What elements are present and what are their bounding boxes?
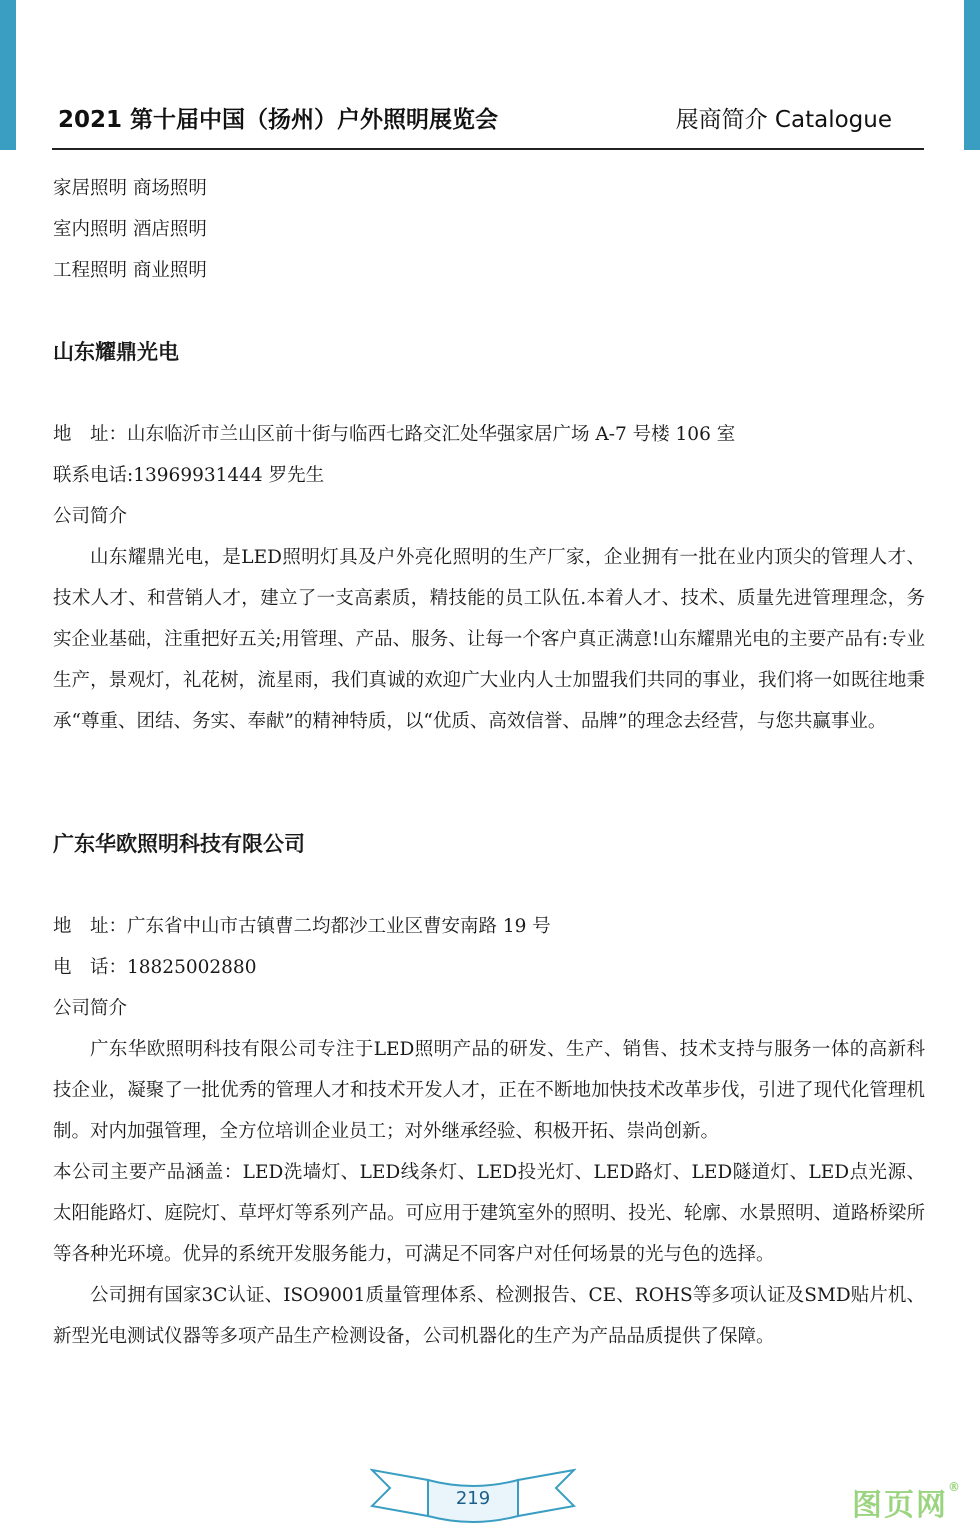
page-footer — [370, 1466, 576, 1528]
page-number: 219 — [455, 1488, 491, 1509]
watermark-text: 图页网 — [852, 1488, 948, 1523]
header-year: 2021 — [58, 106, 123, 133]
right-edge-bar — [964, 0, 980, 150]
intro-line: 家居照明 商场照明 — [53, 178, 207, 199]
company-products: 本公司主要产品涵盖：LED洗墙灯、LED线条灯、LED投光灯、LED路灯、LED隧道灯、LED点光源、太阳能路灯、庭院灯、草坪灯等系列产品。可应用于建筑室外的照明、投光、轮廓、水景照明、道路桥梁所等各种光环境。优异的系统开发服务能力，可满足不同客户对任何场景的光与色的选择。 — [53, 1162, 925, 1265]
company-description: 山东耀鼎光电，是LED照明灯具及户外亮化照明的生产厂家，企业拥有一批在业内顶尖的管理人才、技术人才、和营销人才，建立了一支高素质，精技能的员工队伍.本着人才、技术、质量先进管理理念，务实企业基础，注重把好五关;用管理、产品、服务、让每一个客户真正满意!山东耀鼎光电的主要产品有:专业生产，景观灯，礼花树，流星雨，我们真诚的欢迎广大业内人士加盟我们共同的事业，我们将一如既往地秉承“尊重、团结、务实、奉献”的精神特质，以“优质、高效信誉、品牌”的理念去经营，与您共赢事业。 — [53, 547, 925, 732]
company-address: 地 址：山东临沂市兰山区前十街与临西七路交汇处华强家居广场 A-7 号楼 106 室 — [53, 424, 736, 445]
company-name: 广东华欧照明科技有限公司 — [53, 832, 305, 856]
page-header — [58, 96, 892, 138]
company-intro-label: 公司简介 — [53, 998, 128, 1019]
intro-line: 室内照明 酒店照明 — [53, 219, 207, 240]
header-title-text: 第十届中国（扬州）户外照明展览会 — [130, 106, 499, 133]
company-intro-label: 公司简介 — [53, 506, 128, 527]
company-name: 山东耀鼎光电 — [53, 340, 179, 364]
header-section: 展商简介 Catalogue — [675, 106, 892, 133]
watermark — [852, 1480, 962, 1524]
intro-line: 工程照明 商业照明 — [53, 260, 207, 281]
company-description: 广东华欧照明科技有限公司专注于LED照明产品的研发、生产、销售、技术支持与服务一体的高新科技企业，凝聚了一批优秀的管理人才和技术开发人才，正在不断地加快技术改革步伐，引进了现代化管理机制。对内加强管理，全方位培训企业员工；对外继承经验、积极开拓、崇尚创新。 — [53, 1039, 925, 1142]
left-edge-bar — [0, 0, 16, 150]
header-divider — [52, 148, 924, 150]
company-address: 地 址：广东省中山市古镇曹二均都沙工业区曹安南路 19 号 — [53, 916, 551, 937]
company-phone: 电 话：18825002880 — [53, 957, 257, 978]
company-phone: 联系电话:13969931444 罗先生 — [53, 465, 325, 486]
header-title — [58, 101, 498, 134]
page-content — [53, 168, 925, 1357]
company-certifications: 公司拥有国家3C认证、ISO9001质量管理体系、检测报告、CE、ROHS等多项认证及SMD贴片机、新型光电测试仪器等多项产品生产检测设备，公司机器化的生产为产品品质提供了保障。 — [53, 1285, 925, 1347]
watermark-mark: ® — [948, 1480, 962, 1494]
